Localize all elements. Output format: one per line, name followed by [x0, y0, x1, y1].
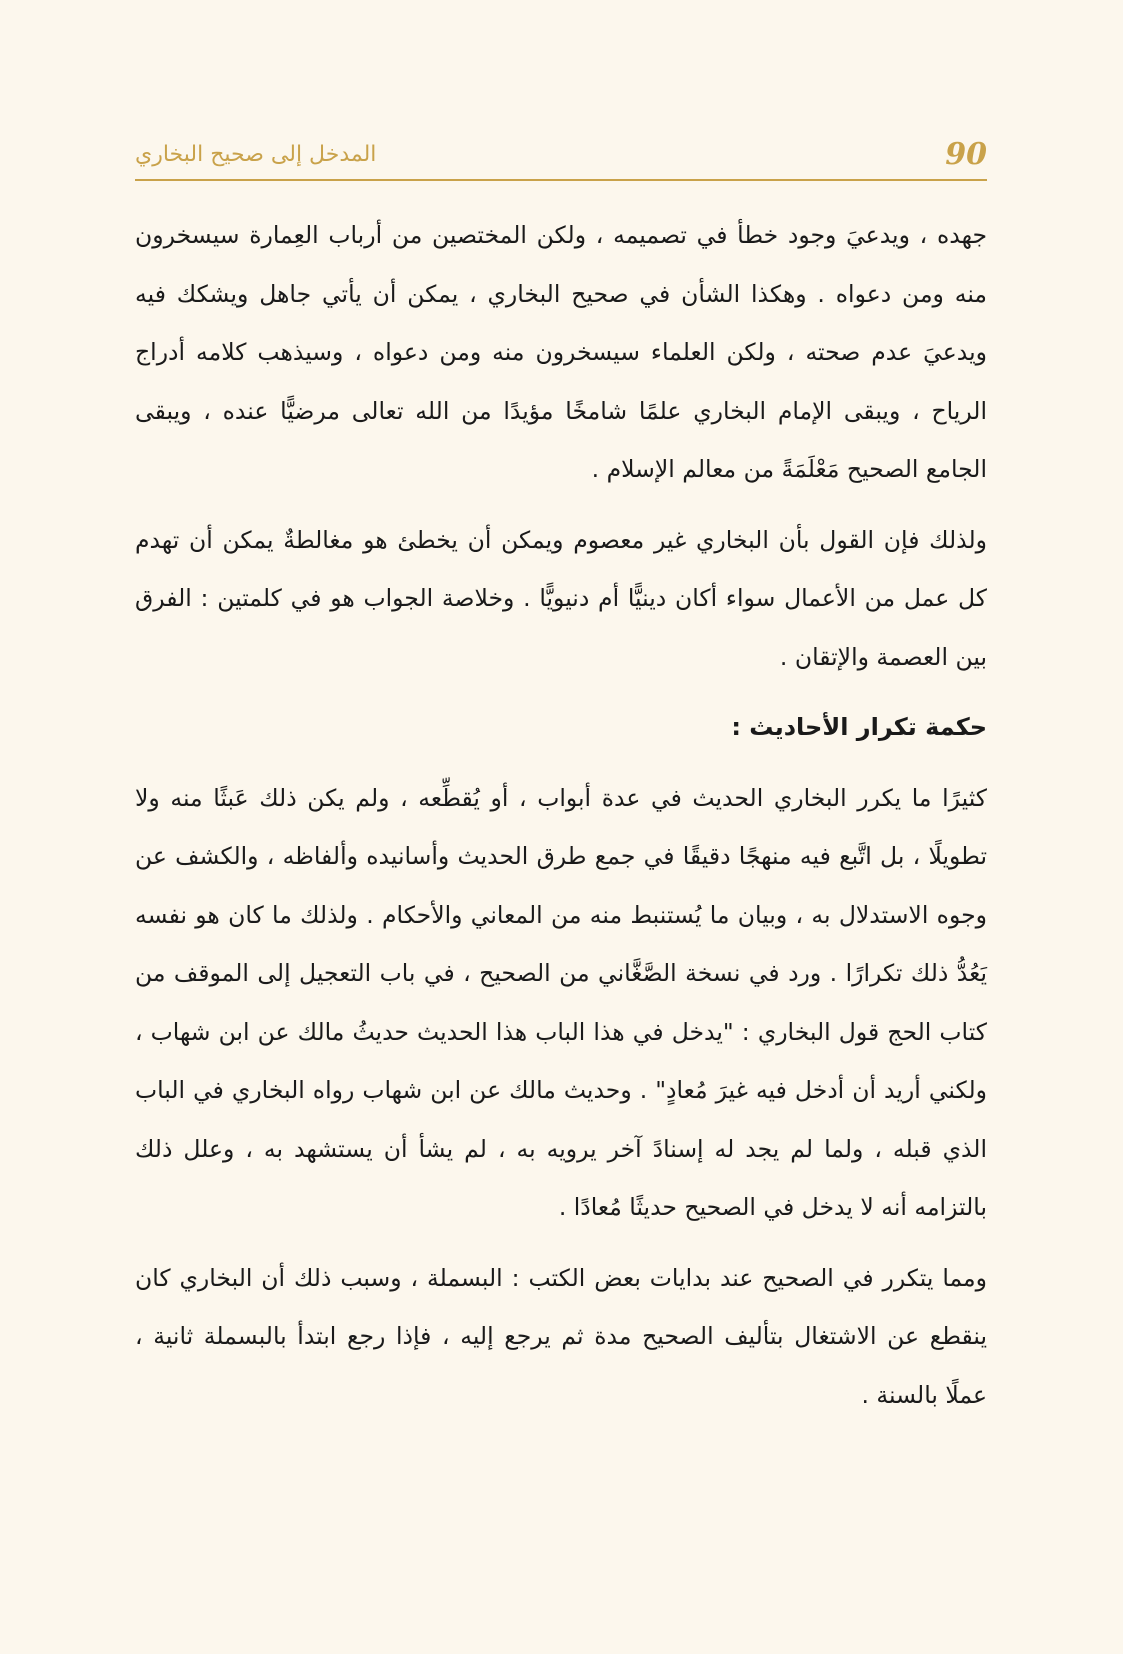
section-heading: حكمة تكرار الأحاديث :	[731, 713, 987, 741]
paragraph-4: ومما يتكرر في الصحيح عند بدايات بعض الكتب : البسملة ، وسبب ذلك أن البخاري كان ينقطع عن الاشتغال بتأليف الصحيح مدة ثم يرجع إليه ، فإذا رجع ابتدأ بالبسملة ثانية ، عملًا بالسنة .	[135, 1263, 987, 1409]
running-title: المدخل إلى صحيح البخاري	[135, 142, 377, 167]
page-number: 90	[945, 137, 987, 172]
paragraph-3: كثيرًا ما يكرر البخاري الحديث في عدة أبواب ، أو يُقطِّعه ، ولم يكن ذلك عَبثًا منه ولا تطويلًا ، بل اتَّبع فيه منهجًا دقيقًا في جمع طرق الحديث وأسانيده وألفاظه ، والكشف عن وجوه الاستدلال به ، وبيان ما يُستنبط منه من المعاني والأحكام . ولذلك ما كان هو نفسه يَعُدُّ ذلك تكرارًا . ورد في نسخة الصَّغَّاني من الصحيح ، في باب التعجيل إلى الموقف من كتاب الحج قول البخاري : "يدخل في هذا الباب هذا الحديث حديثُ مالك عن ابن شهاب ، ولكني أريد أن أدخل فيه غيرَ مُعادٍ" . وحديث مالك عن ابن شهاب رواه البخاري في الباب الذي قبله ، ولما لم يجد له إسنادً آخر يرويه به ، لم يشأ أن يستشهد به ، وعلل ذلك بالتزامه أنه لا يدخل في الصحيح حديثًا مُعادًا .	[135, 783, 987, 1221]
paragraph-2: ولذلك فإن القول بأن البخاري غير معصوم ويمكن أن يخطئ هو مغالطةٌ يمكن أن تهدم كل عمل من الأعمال سواء أكان دينيًّا أم دنيويًّا . وخلاصة الجواب هو في كلمتين : الفرق بين العصمة والإتقان .	[135, 525, 987, 671]
paragraph-1: جهده ، ويدعيَ وجود خطأ في تصميمه ، ولكن المختصين من أرباب العِمارة سيسخرون منه ومن دعواه . وهكذا الشأن في صحيح البخاري ، يمكن أن يأتي جاهل ويشكك فيه ويدعيَ عدم صحته ، ولكن العلماء سيسخرون منه ومن دعواه ، وسيذهب كلامه أدراج الرياح ، ويبقى الإمام البخاري علمًا شامخًا مؤيدًا من الله تعالى مرضيًّا عنده ، ويبقى الجامع الصحيح مَعْلَمَةً من معالم الإسلام .	[135, 221, 987, 483]
header-rule	[135, 179, 987, 181]
page-header	[135, 135, 987, 183]
page-body	[135, 206, 987, 1424]
